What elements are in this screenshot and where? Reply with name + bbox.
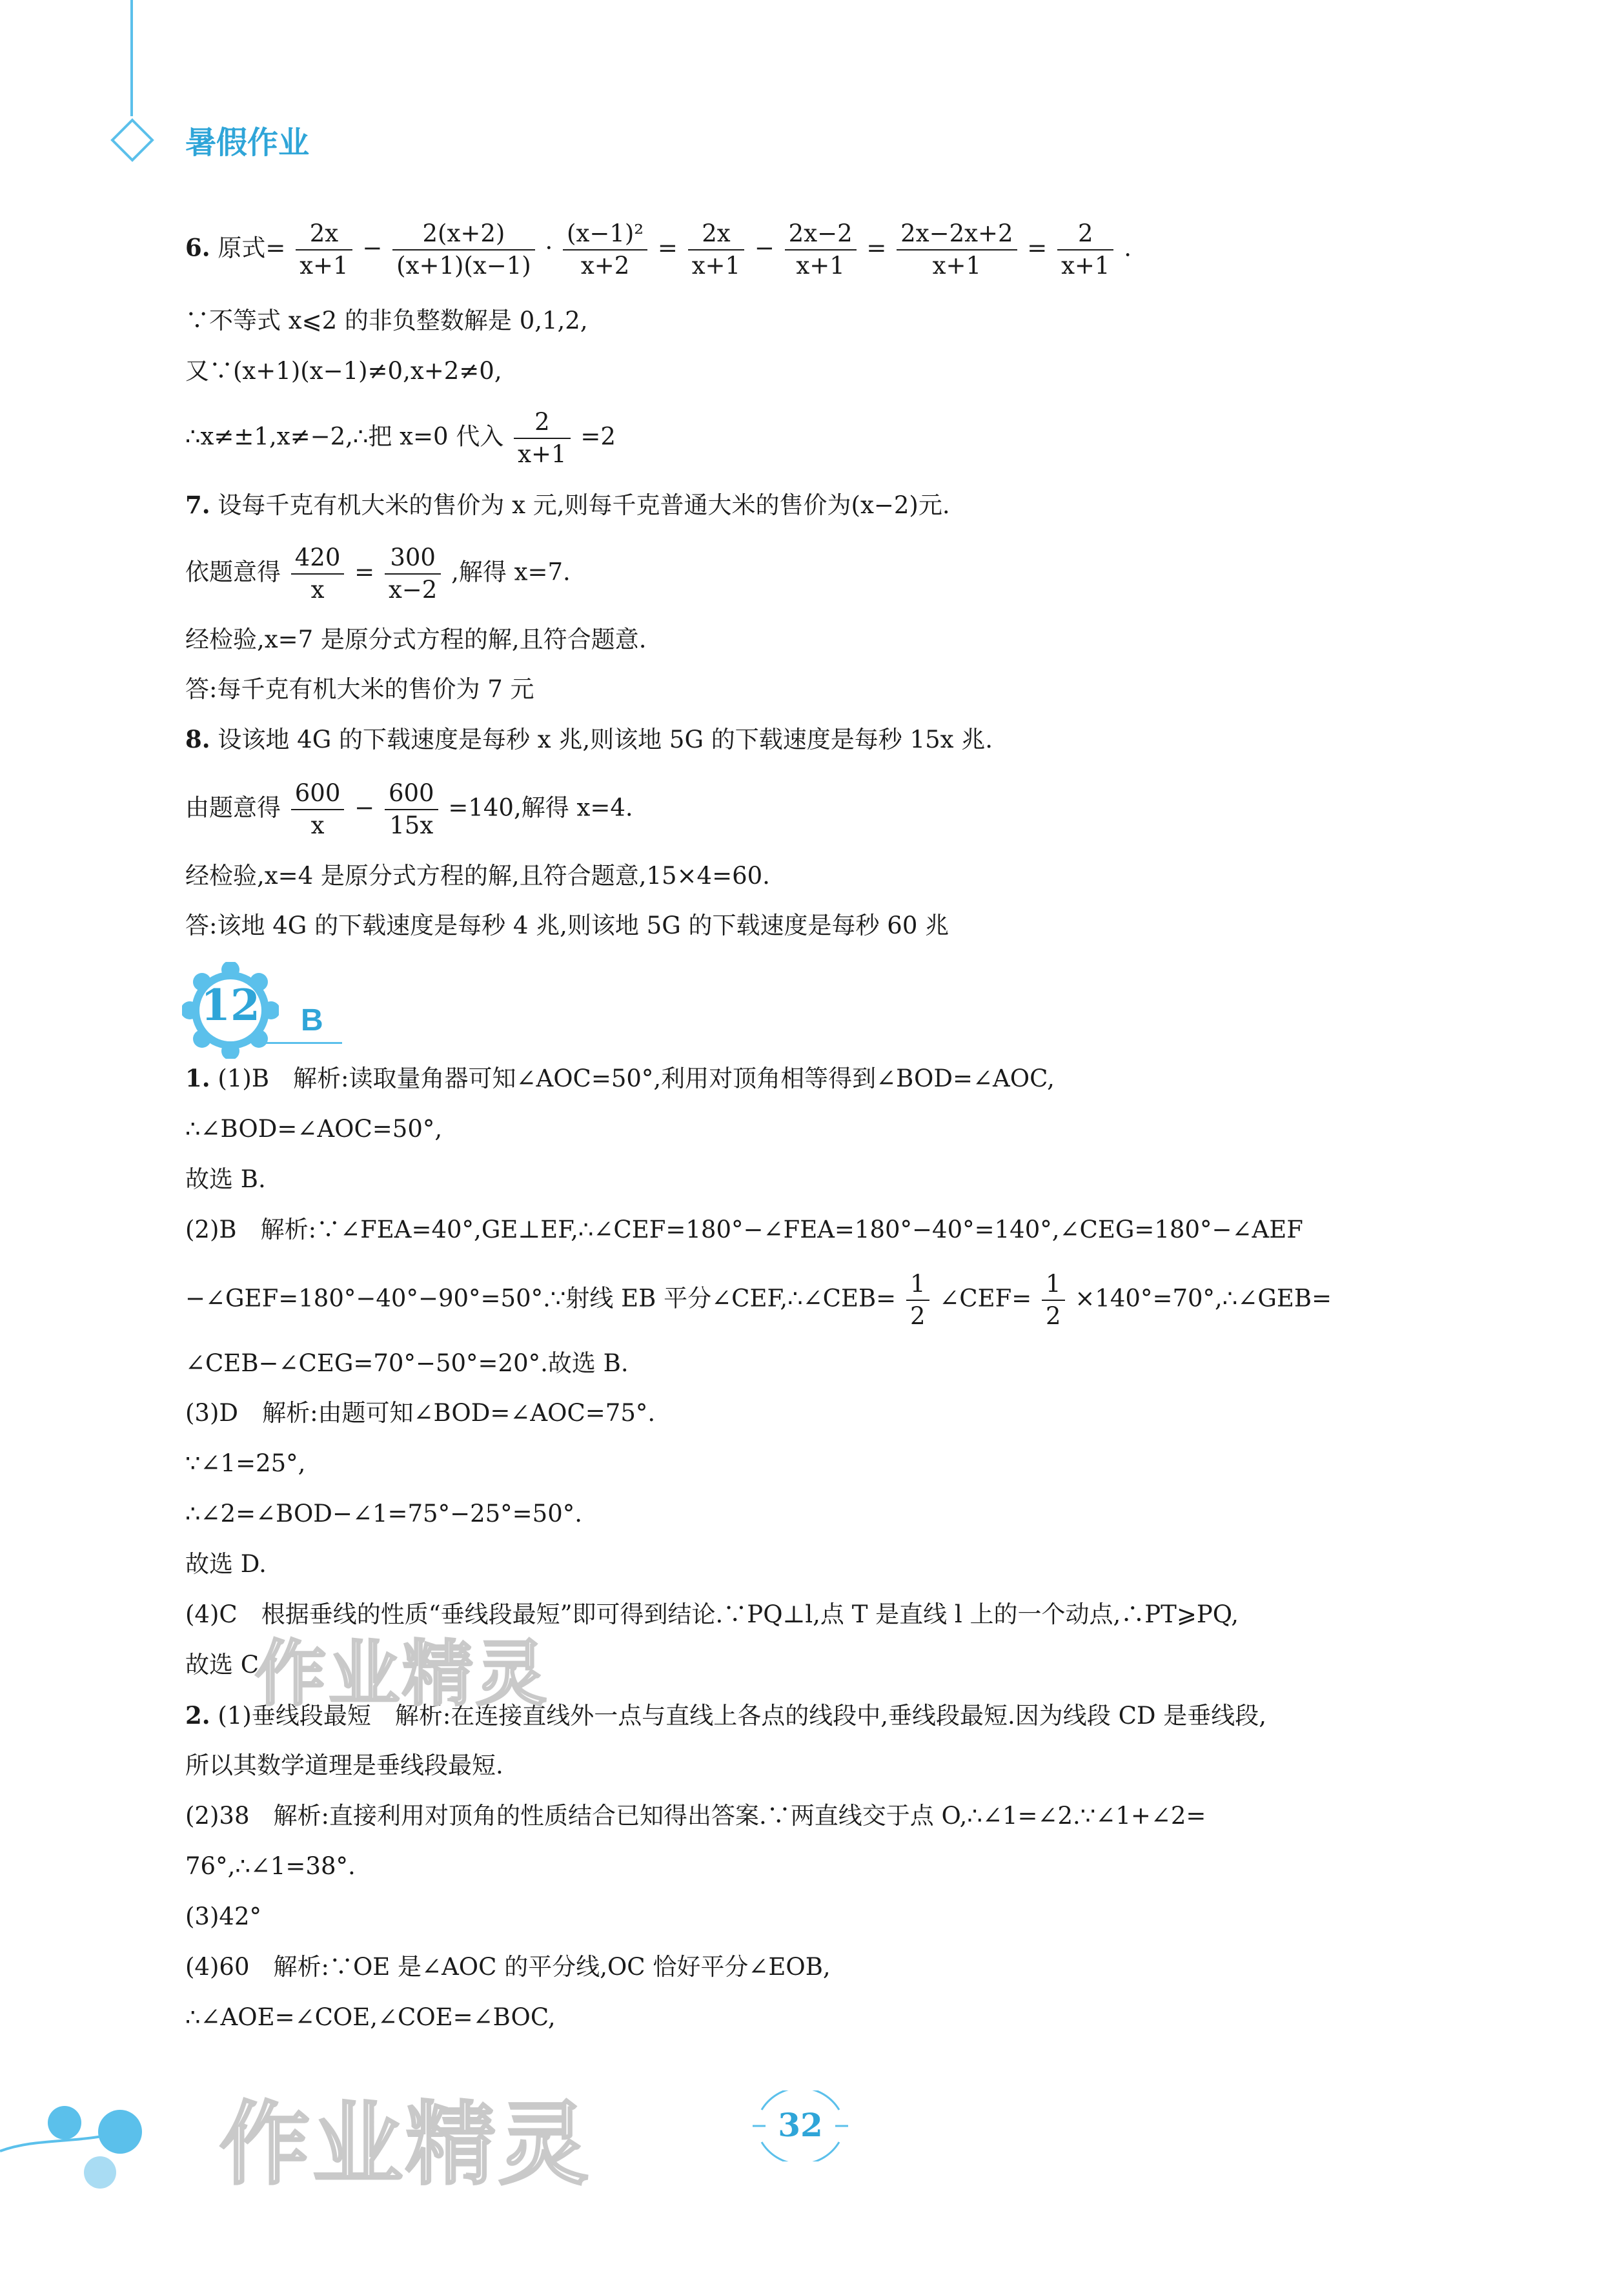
q7-line-1: 7. 设每千克有机大米的售价为 x 元,则每千克普通大米的售价为(x−2)元.: [185, 491, 950, 519]
fraction: $\frac{2x-2}{x+1}$: [785, 218, 857, 281]
fraction: $\frac{2x-2x+2}{x+1}$: [897, 218, 1017, 281]
q8-line-1: 8. 设该地 4G 的下载速度是每秒 x 兆,则该地 5G 的下载速度是每秒 15x 兆.: [185, 725, 993, 753]
s2-line-1: 2. (1)垂线段最短 解析:在连接直线外一点与直线上各点的线段中,垂线段最短.因为线段 CD 是垂线段,: [185, 1701, 1267, 1730]
watermark: 作业精灵: [219, 2092, 592, 2198]
q6-line-4: ∴x≠±1,x≠−2,∴把 x=0 代入 $\frac{2}{x+1}$ =2: [185, 407, 616, 470]
page-number: 32: [778, 2106, 823, 2144]
q6-line-1: 6. 原式= $\frac{2x}{x+1}$ − $\frac{2(x+2)}{(x+1)(x-1)}$ · $\frac{\text{(x−1)²}}{x+2}$ = $\frac{2x}{x+1}$ − $\frac{2x-2}{x+1}$ = $\frac{2x-2x+2}{x+1}$ = $\frac{2}{x+1}$ .: [185, 218, 1132, 281]
s1-line-8: ∵∠1=25°,: [185, 1449, 306, 1477]
section-number: 12: [201, 980, 260, 1030]
s1-line-9: ∴∠2=∠BOD−∠1=75°−25°=50°.: [185, 1500, 583, 1527]
fraction: $\frac{2x}{x+1}$: [296, 218, 352, 281]
s2-line-2: 所以其数学道理是垂线段最短.: [185, 1752, 503, 1779]
fraction: $\frac{\text{(x−1)²}}{x+2}$: [563, 218, 647, 281]
fraction: $\frac{600}{x}$: [291, 778, 345, 841]
fraction: $\frac{1}{2}$: [906, 1269, 929, 1332]
fraction: $\frac{420}{x}$: [291, 542, 345, 606]
header-title: 暑假作业: [185, 125, 310, 161]
fraction: $\frac{2(x+2)}{(x+1)(x-1)}$: [392, 218, 535, 281]
s2-line-5: (3)42°: [185, 1903, 261, 1930]
section-underline: [265, 1042, 342, 1044]
watermark: 作业精灵: [255, 1633, 549, 1715]
s1-line-6: ∠CEB−∠CEG=70°−50°=20°.故选 B.: [185, 1349, 629, 1377]
q6-line-2: ∵不等式 x⩽2 的非负整数解是 0,1,2,: [185, 307, 588, 334]
diamond-icon: [110, 117, 155, 163]
bubbles-icon: [0, 2092, 168, 2208]
s1-line-1: 1. (1)B 解析:读取量角器可知∠AOC=50°,利用对顶角相等得到∠BOD=∠AOC,: [185, 1064, 1055, 1092]
s1-line-7: (3)D 解析:由题可知∠BOD=∠AOC=75°.: [185, 1399, 656, 1427]
s1-line-10: 故选 D.: [185, 1550, 267, 1578]
s1-line-12: 故选 C.: [185, 1651, 266, 1679]
s1-line-2: ∴∠BOD=∠AOC=50°,: [185, 1115, 443, 1143]
fraction: $\frac{1}{2}$: [1042, 1269, 1065, 1332]
s2-line-6: (4)60 解析:∵OE 是∠AOC 的平分线,OC 恰好平分∠EOB,: [185, 1953, 831, 1981]
fraction: $\frac{2}{x+1}$: [1057, 218, 1113, 281]
fraction: $\frac{300}{x-2}$: [385, 542, 441, 606]
s2-line-7: ∴∠AOE=∠COE,∠COE=∠BOC,: [185, 2003, 556, 2031]
s1-line-4: (2)B 解析:∵∠FEA=40°,GE⊥EF,∴∠CEF=180°−∠FEA=180°−40°=140°,∠CEG=180°−∠AEF: [185, 1216, 1303, 1243]
q7-line-3: 经检验,x=7 是原分式方程的解,且符合题意.: [185, 626, 647, 653]
q6-line-3: 又∵(x+1)(x−1)≠0,x+2≠0,: [185, 357, 502, 385]
fraction: $\frac{2}{x+1}$: [514, 407, 570, 470]
fraction: $\frac{600}{15x}$: [385, 778, 438, 841]
q8-line-4: 答:该地 4G 的下载速度是每秒 4 兆,则该地 5G 的下载速度是每秒 60 兆: [185, 912, 949, 939]
section-letter: B: [301, 1003, 323, 1037]
s1-line-5: −∠GEF=180°−40°−90°=50°.∵射线 EB 平分∠CEF,∴∠CEB= $\frac{1}{2}$ ∠CEF= $\frac{1}{2}$ ×140°=70°,∴∠GEB=: [185, 1269, 1332, 1332]
header-vertical-line: [130, 0, 133, 116]
q7-line-4: 答:每千克有机大米的售价为 7 元: [185, 675, 534, 703]
fraction: $\frac{2x}{x+1}$: [688, 218, 744, 281]
s2-line-4: 76°,∴∠1=38°.: [185, 1852, 356, 1880]
s1-line-11: (4)C 根据垂线的性质“垂线段最短”即可得到结论.∵PQ⊥l,点 T 是直线 l 上的一个动点,∴PT⩾PQ,: [185, 1600, 1239, 1628]
s2-line-3: (2)38 解析:直接利用对顶角的性质结合已知得出答案.∵两直线交于点 O,∴∠1=∠2.∵∠1+∠2=: [185, 1802, 1206, 1830]
q7-line-2: 依题意得 $\frac{420}{x}$ = $\frac{300}{x-2}$ ,解得 x=7.: [185, 542, 571, 606]
s1-line-3: 故选 B.: [185, 1165, 266, 1193]
q8-line-2: 由题意得 $\frac{600}{x}$ − $\frac{600}{15x}$ =140,解得 x=4.: [185, 778, 633, 841]
q8-line-3: 经检验,x=4 是原分式方程的解,且符合题意,15×4=60.: [185, 862, 770, 890]
